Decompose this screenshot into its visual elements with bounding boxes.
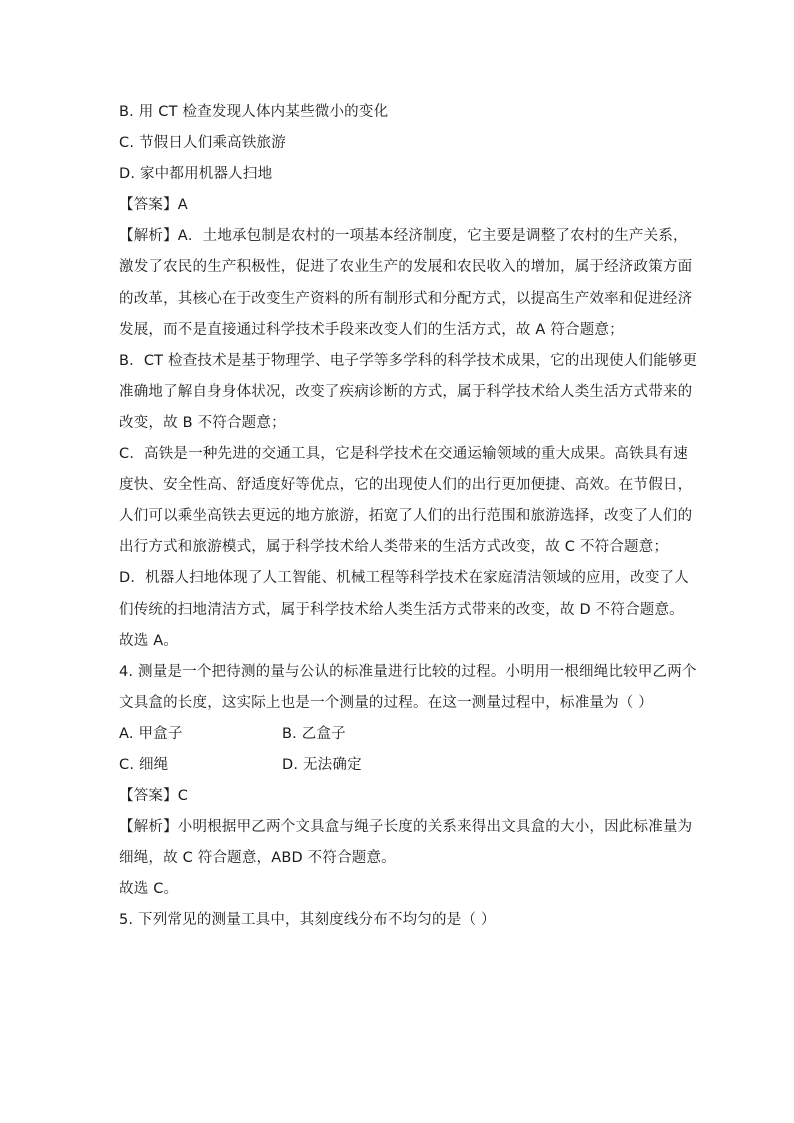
analysis-line: 出行方式和旅游模式，属于科学技术给人类带来的生活方式改变，故 C 不符合题意； bbox=[119, 539, 669, 556]
q4-option-c: C. 细绳 bbox=[119, 756, 169, 773]
q4-option-a: A. 甲盒子 bbox=[119, 725, 183, 742]
analysis-line: 细绳，故 C 符合题意，ABD 不符合题意。 bbox=[119, 850, 396, 867]
analysis-line: 改变，故 B 不符合题意； bbox=[119, 414, 286, 431]
document-content bbox=[119, 97, 698, 937]
analysis-line: 们传统的扫地清洁方式，属于科学技术给人类生活方式带来的改变，故 D 不符合题意。 bbox=[119, 601, 684, 618]
q4-option-b: B. 乙盒子 bbox=[282, 725, 346, 742]
analysis-line: 激发了农民的生产积极性，促进了农业生产的发展和农民收入的增加，属于经济政策方面 bbox=[119, 259, 693, 276]
question-4-stem: 文具盒的长度，这实际上也是一个测量的过程。在这一测量过程中，标准量为（ ） bbox=[119, 694, 654, 711]
analysis-line: 【解析】小明根据甲乙两个文具盒与绳子长度的关系来得出文具盒的大小，因此标准量为 bbox=[119, 819, 693, 836]
option-b: B. 用 CT 检查发现人体内某些微小的变化 bbox=[119, 104, 389, 120]
analysis-line: 度快、安全性高、舒适度好等优点，它的出现使人们的出行更加便捷、高效。在节假日， bbox=[119, 477, 693, 494]
question-4-stem: 4. 测量是一个把待测的量与公认的标准量进行比较的过程。小明用一根细绳比较甲乙两个 bbox=[119, 663, 697, 680]
analysis-line: 的改革，其核心在于改变生产资料的所有制形式和分配方式，以提高生产效率和促进经济 bbox=[119, 290, 693, 307]
analysis-line: D．机器人扫地体现了人工智能、机械工程等科学技术在家庭清洁领域的应用，改变了人 bbox=[119, 570, 689, 587]
q4-option-d: D. 无法确定 bbox=[282, 756, 362, 773]
q4-options-row-1 bbox=[119, 719, 679, 750]
conclusion-q3: 故选 A。 bbox=[119, 632, 179, 649]
analysis-line: 人们可以乘坐高铁去更远的地方旅游，拓宽了人们的出行范围和旅游选择，改变了人们的 bbox=[119, 508, 693, 525]
option-c: C. 节假日人们乘高铁旅游 bbox=[119, 135, 286, 152]
analysis-line: 【解析】A．土地承包制是农村的一项基本经济制度，它主要是调整了农村的生产关系， bbox=[119, 228, 688, 245]
analysis-line: 准确地了解自身身体状况，改变了疾病诊断的方式，属于科学技术给人类生活方式带来的 bbox=[119, 383, 693, 400]
q4-options-row-2 bbox=[119, 750, 679, 781]
analysis-line: 发展，而不是直接通过科学技术手段来改变人们的生活方式，故 A 符合题意； bbox=[119, 321, 624, 338]
answer-q4: 【答案】C bbox=[119, 788, 189, 805]
conclusion-q4: 故选 C。 bbox=[119, 881, 179, 898]
answer-q3: 【答案】A bbox=[119, 197, 188, 214]
analysis-line: B．CT 检查技术是基于物理学、电子学等多学科的科学技术成果，它的出现使人们能够更 bbox=[119, 352, 698, 369]
question-5-stem: 5. 下列常见的测量工具中，其刻度线分布不均匀的是（ ） bbox=[119, 912, 496, 929]
option-d: D. 家中都用机器人扫地 bbox=[119, 166, 273, 183]
analysis-line: C．高铁是一种先进的交通工具，它是科学技术在交通运输领域的重大成果。高铁具有速 bbox=[119, 446, 688, 463]
